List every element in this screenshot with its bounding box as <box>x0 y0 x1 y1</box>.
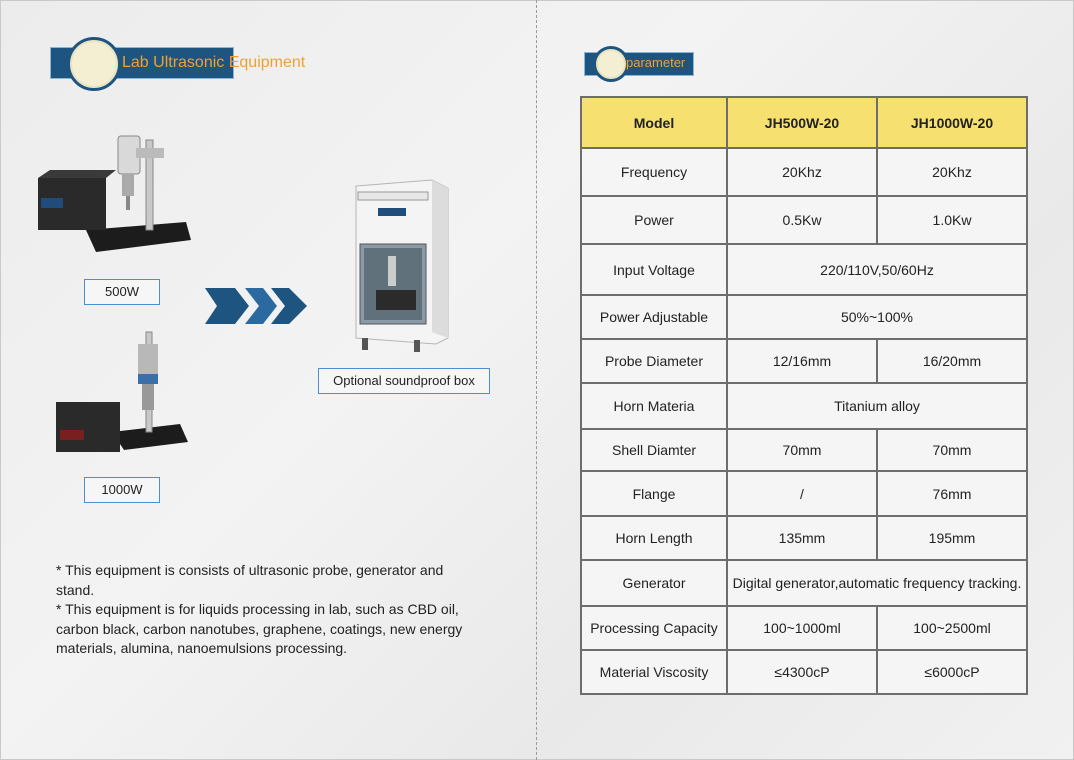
table-row <box>581 148 1027 196</box>
banner-circle-icon <box>593 46 629 82</box>
row-value: 70mm <box>877 429 1027 471</box>
row-label: Power <box>581 196 727 244</box>
triple-chevron-arrow-icon <box>205 288 310 324</box>
row-value: 100~1000ml <box>727 606 877 650</box>
right-title-banner <box>584 46 704 82</box>
note-2: * This equipment is for liquids processing in lab, such as CBD oil, carbon black, carbon nanotubes, graphene, coatings, new energy materials, alumina, nanoemulsions processing. <box>56 601 463 656</box>
row-value: 195mm <box>877 516 1027 560</box>
row-value: 50%~100% <box>727 295 1027 339</box>
row-label: Material Viscosity <box>581 650 727 694</box>
header-jh1000: JH1000W-20 <box>877 97 1027 148</box>
table-row <box>581 429 1027 471</box>
row-value: 220/110V,50/60Hz <box>727 244 1027 295</box>
label-soundproof-box: Optional soundproof box <box>318 368 490 394</box>
table-row <box>581 196 1027 244</box>
label-1000w: 1000W <box>84 477 160 503</box>
left-title-banner <box>50 36 310 92</box>
row-value: 76mm <box>877 471 1027 516</box>
row-value: 20Khz <box>727 148 877 196</box>
row-value: 70mm <box>727 429 877 471</box>
table-row <box>581 295 1027 339</box>
table-row <box>581 516 1027 560</box>
table-row <box>581 383 1027 429</box>
row-label: Horn Materia <box>581 383 727 429</box>
row-value: / <box>727 471 877 516</box>
page-divider <box>536 0 537 760</box>
row-value: 0.5Kw <box>727 196 877 244</box>
label-500w: 500W <box>84 279 160 305</box>
row-value: 16/20mm <box>877 339 1027 383</box>
note-1: * This equipment is consists of ultrasonic probe, generator and stand. <box>56 562 444 598</box>
banner-circle-icon <box>67 37 121 91</box>
row-label: Probe Diameter <box>581 339 727 383</box>
table-header-row <box>581 97 1027 148</box>
table-row <box>581 339 1027 383</box>
ultrasonic-500w-image <box>36 130 196 260</box>
left-title-part1: Lab Ultrasonic <box>122 54 225 71</box>
row-value: 135mm <box>727 516 877 560</box>
row-value: 20Khz <box>877 148 1027 196</box>
equipment-notes <box>56 561 476 659</box>
header-model: Model <box>581 97 727 148</box>
table-row <box>581 606 1027 650</box>
right-title: parameter <box>626 55 686 70</box>
row-label: Power Adjustable <box>581 295 727 339</box>
row-label: Horn Length <box>581 516 727 560</box>
row-value: 100~2500ml <box>877 606 1027 650</box>
ultrasonic-1000w-image <box>52 322 192 456</box>
row-value: 1.0Kw <box>877 196 1027 244</box>
row-label: Flange <box>581 471 727 516</box>
table-row <box>581 560 1027 606</box>
table-row <box>581 650 1027 694</box>
table-row <box>581 471 1027 516</box>
row-value: Titanium alloy <box>727 383 1027 429</box>
header-jh500: JH500W-20 <box>727 97 877 148</box>
row-value: 12/16mm <box>727 339 877 383</box>
parameter-table <box>580 96 1028 695</box>
row-value: ≤6000cP <box>877 650 1027 694</box>
table-row <box>581 244 1027 295</box>
row-label: Processing Capacity <box>581 606 727 650</box>
row-label: Input Voltage <box>581 244 727 295</box>
row-value: Digital generator,automatic frequency tracking. <box>727 560 1027 606</box>
row-label: Frequency <box>581 148 727 196</box>
row-label: Generator <box>581 560 727 606</box>
soundproof-box-image <box>352 172 452 358</box>
left-title-part2: Equipment <box>228 54 306 71</box>
row-label: Shell Diamter <box>581 429 727 471</box>
row-value: ≤4300cP <box>727 650 877 694</box>
